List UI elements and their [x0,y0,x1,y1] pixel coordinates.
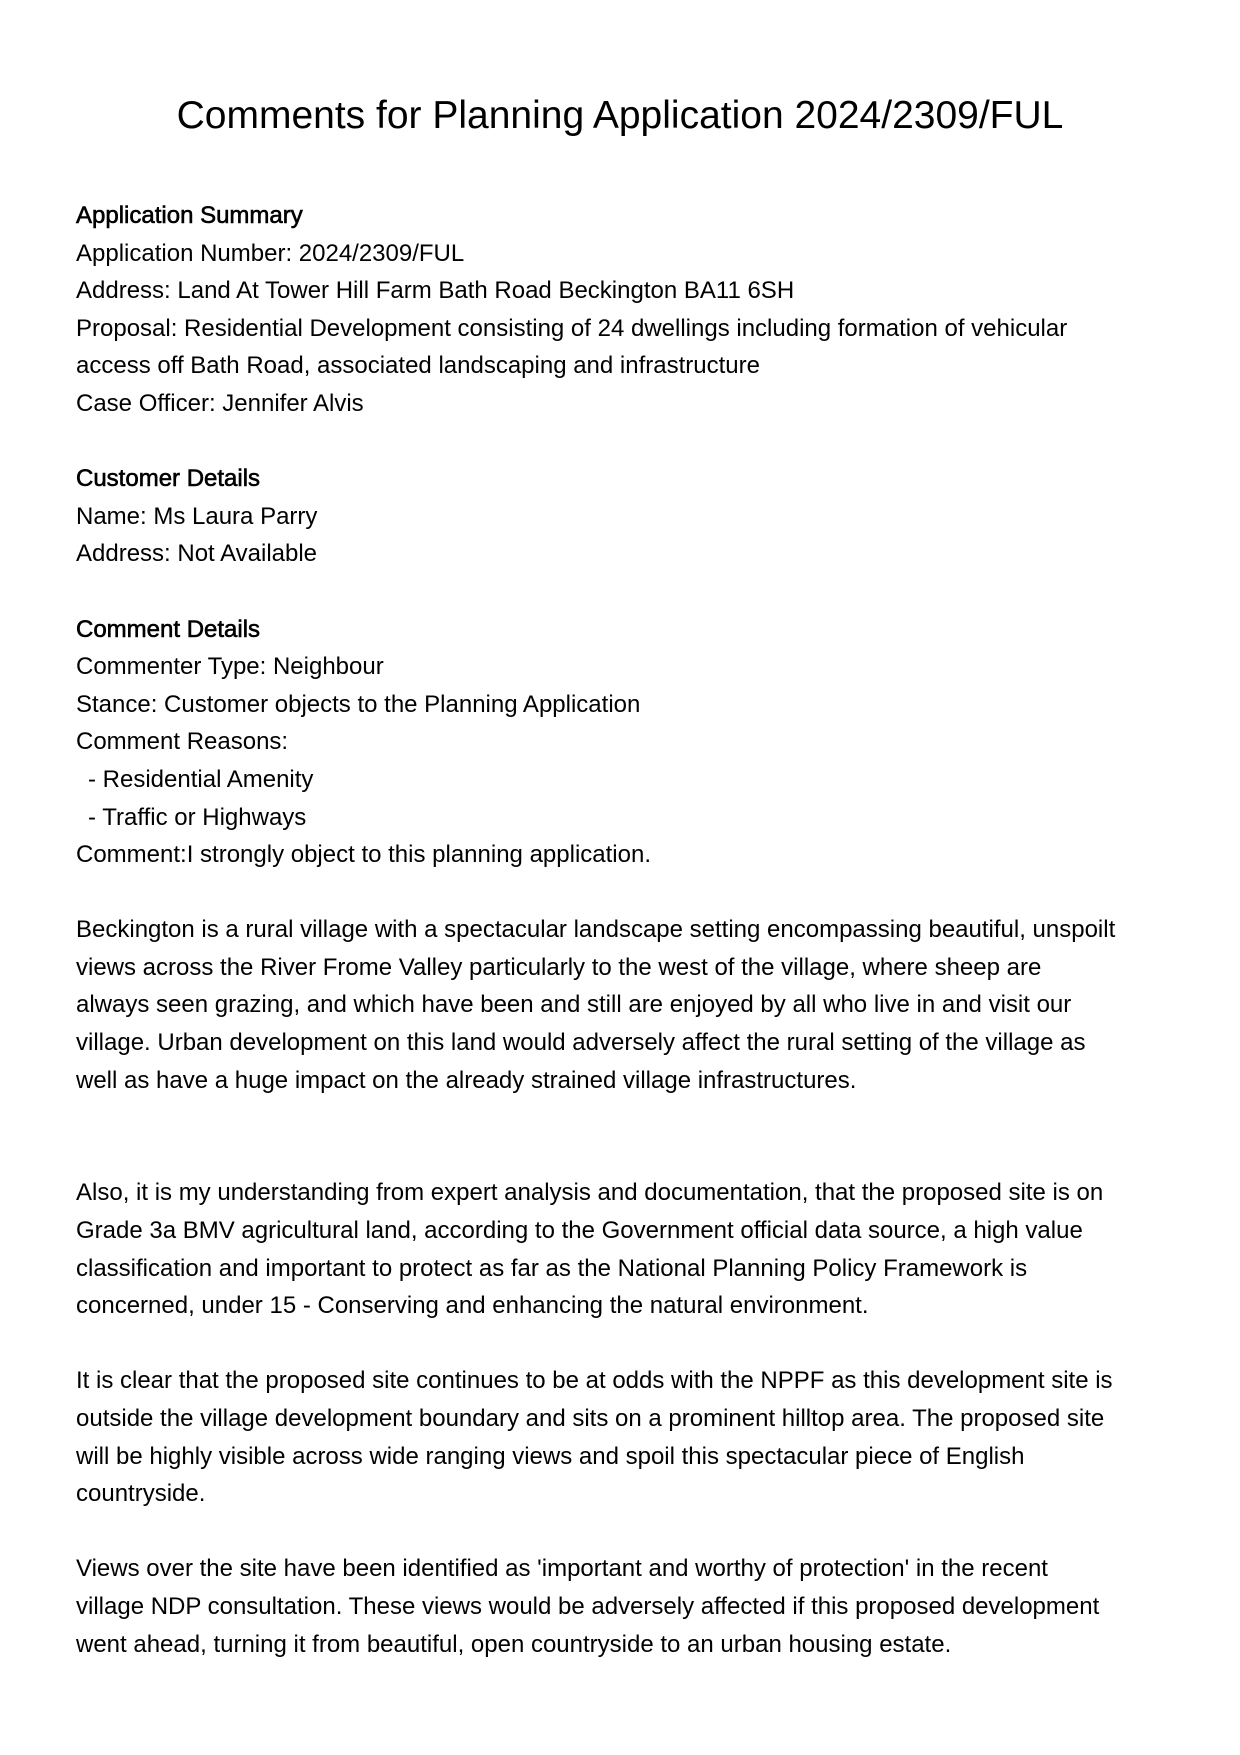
paragraph-line: Views over the site have been identified as 'important and worthy of protection' in the recent [76,1555,1048,1583]
paragraph-line: Beckington is a rural village with a spectacular landscape setting encompassing beautiful, unspoilt [76,916,1116,944]
application-summary-section [76,197,1186,423]
paragraph-line: village. Urban development on this land would adversely affect the rural setting of the village as [76,1029,1086,1057]
paragraph-line: went ahead, turning it from beautiful, open countryside to an urban housing estate. [76,1630,952,1658]
comment-reasons-label: Comment Reasons: [76,728,289,756]
case-officer: Case Officer: Jennifer Alvis [76,389,364,417]
document-body [76,197,1186,1663]
paragraph-line: It is clear that the proposed site continues to be at odds with the NPPF as this development site is [76,1367,1113,1395]
stance: Stance: Customer objects to the Planning Application [76,690,641,718]
paragraph-line: will be highly visible across wide ranging views and spoil this spectacular piece of English [76,1442,1025,1470]
paragraph-line: countryside. [76,1480,206,1508]
spacer [76,874,1186,912]
commenter-type: Commenter Type: Neighbour [76,653,384,681]
spacer [76,423,1186,461]
customer-details-heading: Customer Details [76,465,261,493]
application-address: Address: Land At Tower Hill Farm Bath Road Beckington BA11 6SH [76,277,795,305]
paragraph-line: outside the village development boundary and sits on a prominent hilltop area. The proposed site [76,1405,1105,1432]
comment-details-heading: Comment Details [76,615,261,643]
proposal-line-2: access off Bath Road, associated landscaping and infrastructure [76,352,760,380]
spacer [76,1513,1186,1551]
page-title: Comments for Planning Application 2024/2309/FUL [176,94,1064,137]
paragraph-line: views across the River Frome Valley particularly to the west of the village, where sheep are [76,953,1042,981]
paragraph-line: classification and important to protect as far as the National Planning Policy Framework is [76,1254,1028,1282]
comment-reason-item: - Residential Amenity [88,765,314,793]
comment-paragraph-4 [76,1550,1186,1663]
application-number: Application Number: 2024/2309/FUL [76,239,465,267]
paragraph-line: well as have a huge impact on the already strained village infrastructures. [76,1066,857,1094]
spacer [76,1325,1186,1363]
customer-name: Name: Ms Laura Parry [76,502,318,530]
spacer [76,1099,1186,1174]
comment-intro: Comment:I strongly object to this planning application. [76,841,651,869]
paragraph-line: Grade 3a BMV agricultural land, according to the Government official data source, a high value [76,1217,1083,1245]
application-summary-heading: Application Summary [76,202,303,229]
spacer [76,573,1186,611]
comment-paragraph-3 [76,1362,1186,1512]
comment-paragraph-1 [76,911,1186,1099]
customer-details-section [76,460,1186,573]
paragraph-line: village NDP consultation. These views would be adversely affected if this proposed development [76,1592,1100,1620]
paragraph-line: Also, it is my understanding from expert analysis and documentation, that the proposed site is on [76,1179,1104,1207]
comment-details-section [76,611,1186,874]
proposal-line-1: Proposal: Residential Development consisting of 24 dwellings including formation of vehicular [76,314,1068,342]
paragraph-line: concerned, under 15 - Conserving and enhancing the natural environment. [76,1292,869,1320]
comment-paragraph-2 [76,1174,1186,1324]
paragraph-line: always seen grazing, and which have been and still are enjoyed by all who live in and visit our [76,991,1072,1019]
comment-reason-item: - Traffic or Highways [88,803,307,831]
customer-address: Address: Not Available [76,540,318,568]
